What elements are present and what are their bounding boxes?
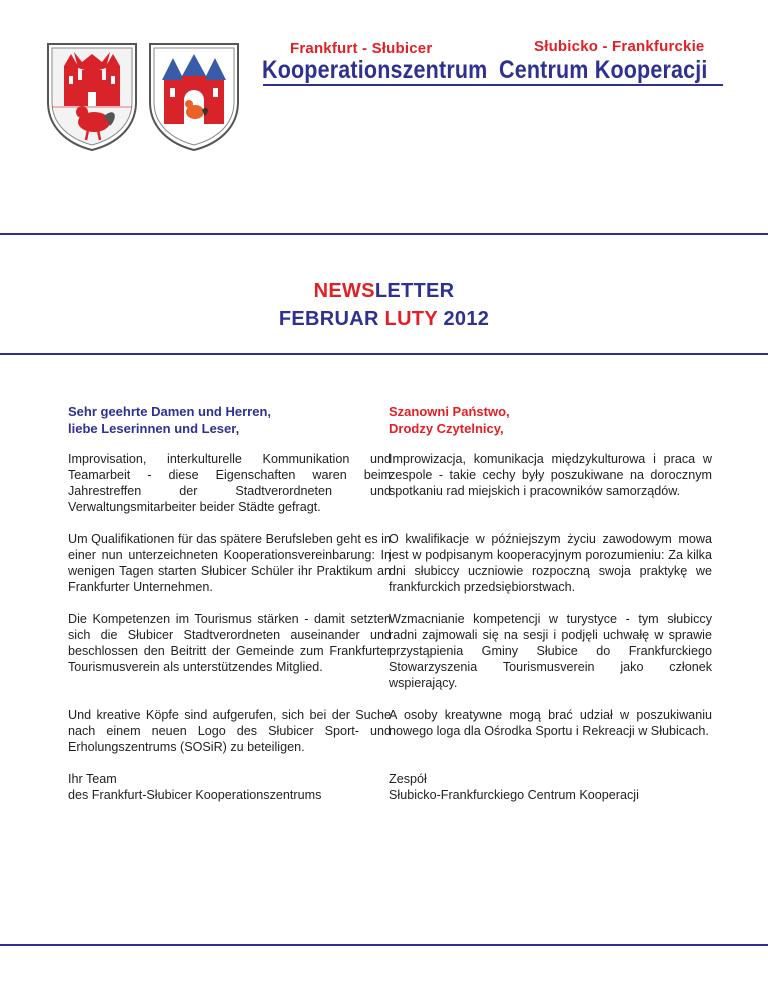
middle-divider <box>0 353 768 355</box>
header-polish-title: Centrum Kooperacji <box>499 56 708 84</box>
german-greeting <box>68 403 391 437</box>
polish-greeting-line-2: Drodzy Czytelnicy, <box>389 421 504 436</box>
title-month-de: FEBRUAR <box>278 308 379 330</box>
title-month-pl: LUTY <box>384 308 438 330</box>
header-underline-divider <box>263 84 723 86</box>
german-paragraph: Improvisation, interkulturelle Kommunikation und Teamarbeit - diese Eigenschaften waren beim Jahrestreffen der Stadtverordneten und Verwaltungsmitarbeiter beider Städte gefragt. <box>68 452 391 514</box>
polish-greeting-line-1: Szanowni Państwo, <box>389 404 510 419</box>
frankfurt-crest-logo <box>44 40 140 152</box>
german-signature <box>68 771 391 803</box>
header-german-title: Kooperationszentrum <box>262 56 488 84</box>
german-paragraph-3-block <box>68 611 391 675</box>
title-news: NEWS <box>313 280 375 302</box>
slubice-crest-logo <box>146 40 242 152</box>
header-german-subtitle: Frankfurt - Słubicer <box>290 40 433 57</box>
polish-paragraph-4-block <box>389 707 712 739</box>
german-paragraph: Die Kompetenzen im Tourismus stärken - damit setzten sich die Słubicer Stadtverordneten auseinander und beschlossen den Beitritt der Gemeinde zum Frankfurter Tourismusverein als unterstützendes Mitglied. <box>68 612 391 674</box>
bottom-divider <box>0 944 768 946</box>
german-greeting-line-2: liebe Leserinnen und Leser, <box>68 421 240 436</box>
german-paragraph-1-block <box>68 451 391 515</box>
polish-column <box>389 403 712 802</box>
polish-paragraph: A osoby kreatywne mogą brać udział w poszukiwaniu nowego loga dla Ośrodka Sportu i Rekreacji w Słubicach. <box>389 708 712 738</box>
polish-paragraph: Improwizacja, komunikacja międzykulturowa i praca w zespole - takie cechy były poszukiwane na dorocznym spotkaniu rad miejskich i pracowników samorządów. <box>389 452 712 498</box>
german-column <box>68 403 391 802</box>
header-polish-subtitle: Słubicko - Frankfurckie <box>534 38 705 55</box>
german-greeting-line-1: Sehr geehrte Damen und Herren, <box>68 404 271 419</box>
german-signature-line-1: Ihr Team <box>68 772 117 786</box>
issue-date <box>0 308 768 331</box>
german-paragraph-2-block <box>68 531 391 595</box>
polish-paragraph-2-block <box>389 531 712 595</box>
german-signature-line-2: des Frankfurt-Słubicer Kooperationszentrums <box>68 788 322 802</box>
polish-signature-line-2: Słubicko-Frankfurckiego Centrum Kooperacji <box>389 788 639 802</box>
german-paragraph-4-block <box>68 707 391 755</box>
polish-paragraph: Wzmacnianie kompetencji w turystyce - tym słubiccy radni zajmowali się na sesji i podjęli uchwałę w sprawie przystąpienia Gminy Słubice do Frankfurckiego Stowarzyszenia Tourismusverein jako członek wspierający. <box>389 612 712 690</box>
polish-paragraph: O kwalifikacje w późniejszym życiu zawodowym mowa jest w podpisanym kooperacyjnym porozumieniu: Za kilka dni słubiccy uczniowie rozpoczną swoja praktykę we frankfurckich przedsiębiorstwach. <box>389 532 712 594</box>
german-paragraph: Und kreative Köpfe sind aufgerufen, sich bei der Suche nach einem neuen Logo des Słubicer Sport- und Erholungszentrums (SOSiR) zu beteiligen. <box>68 708 391 754</box>
german-paragraph: Um Qualifikationen für das spätere Berufsleben geht es in einer nun unterzeichneten Kooperationsvereinbarung: In wenigen Tagen starten Słubicer Schüler ihr Praktikum an Frankfurter Unternehmen. <box>68 532 391 594</box>
polish-greeting <box>389 403 712 437</box>
polish-paragraph-3-block <box>389 611 712 691</box>
top-divider <box>0 233 768 235</box>
title-letter: LETTER <box>374 280 455 302</box>
newsletter-title <box>0 280 768 303</box>
polish-signature <box>389 771 712 803</box>
polish-paragraph-1-block <box>389 451 712 499</box>
polish-signature-line-1: Zespół <box>389 772 427 786</box>
title-year: 2012 <box>443 308 490 330</box>
